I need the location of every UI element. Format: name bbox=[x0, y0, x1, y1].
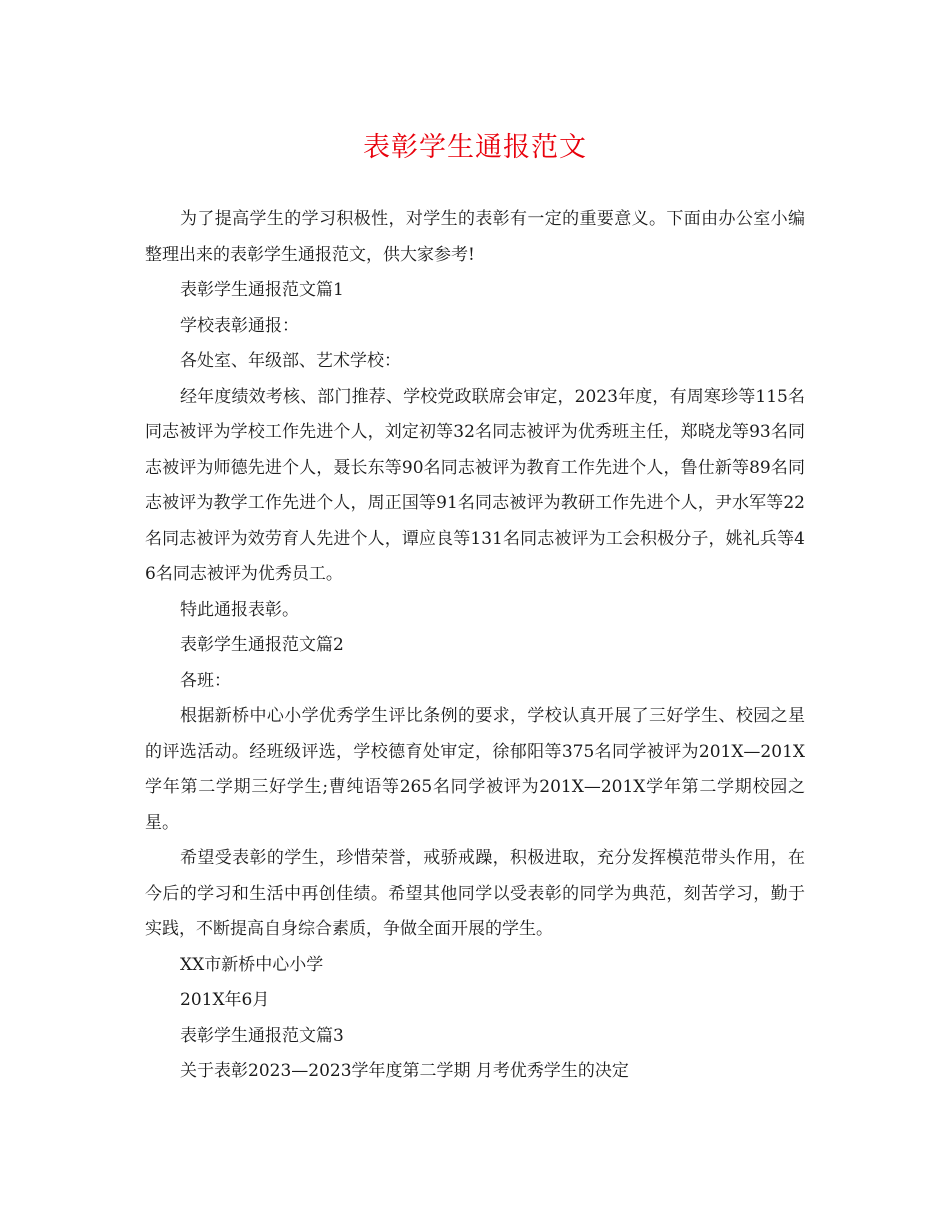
body-paragraph: 根据新桥中心小学优秀学生评比条例的要求，学校认真开展了三好学生、校园之星的评选活动。经班级评选，学校德育处审定，徐郁阳等375名同学被评为201X—201X学年第二学期三好学生;曹纯语等265名同学被评为201X—201X学年第二学期校园之星。 bbox=[145, 706, 805, 833]
decision-title: 关于表彰2023—2023学年度第二学期 月考优秀学生的决定 bbox=[180, 1061, 629, 1081]
signature-org: XX市新桥中心小学 bbox=[180, 954, 324, 975]
document-body bbox=[145, 202, 805, 1090]
salutation: 各班： bbox=[180, 670, 231, 691]
salutation: 各处室、年级部、艺术学校： bbox=[180, 351, 401, 371]
section-heading-2: 表彰学生通报范文篇2 bbox=[180, 635, 344, 655]
body-paragraph: 希望受表彰的学生，珍惜荣誉，戒骄戒躁，积极进取，充分发挥模范带头作用，在今后的学习和生活中再创佳绩。希望其他同学以受表彰的同学为典范，刻苦学习，勤于实践，不断提高自身综合素质，争做全面开展的学生。 bbox=[145, 848, 805, 939]
closing-line: 特此通报表彰。 bbox=[180, 599, 299, 620]
intro-paragraph: 为了提高学生的学习积极性，对学生的表彰有一定的重要意义。下面由办公室小编整理出来的表彰学生通报范文，供大家参考! bbox=[145, 209, 805, 265]
signature-date: 201X年6月 bbox=[180, 990, 270, 1010]
body-paragraph: 经年度绩效考核、部门推荐、学校党政联席会审定，2023年度，有周寒珍等115名同志被评为学校工作先进个人，刘定初等32名同志被评为优秀班主任，郑晓龙等93名同志被评为师德先进个人，聂长东等90名同志被评为教育工作先进个人，鲁仕新等89名同志被评为教学工作先进个人，周正国等91名同志被评为教研工作先进个人，尹水军等22名同志被评为效劳育人先进个人，谭应良等131名同志被评为工会积极分子，姚礼兵等46名同志被评为优秀员工。 bbox=[145, 386, 805, 584]
notice-heading: 学校表彰通报： bbox=[180, 315, 299, 336]
document-title: 表彰学生通报范文 bbox=[363, 132, 587, 163]
section-heading-1: 表彰学生通报范文篇1 bbox=[180, 280, 344, 300]
section-heading-3: 表彰学生通报范文篇3 bbox=[180, 1025, 344, 1046]
